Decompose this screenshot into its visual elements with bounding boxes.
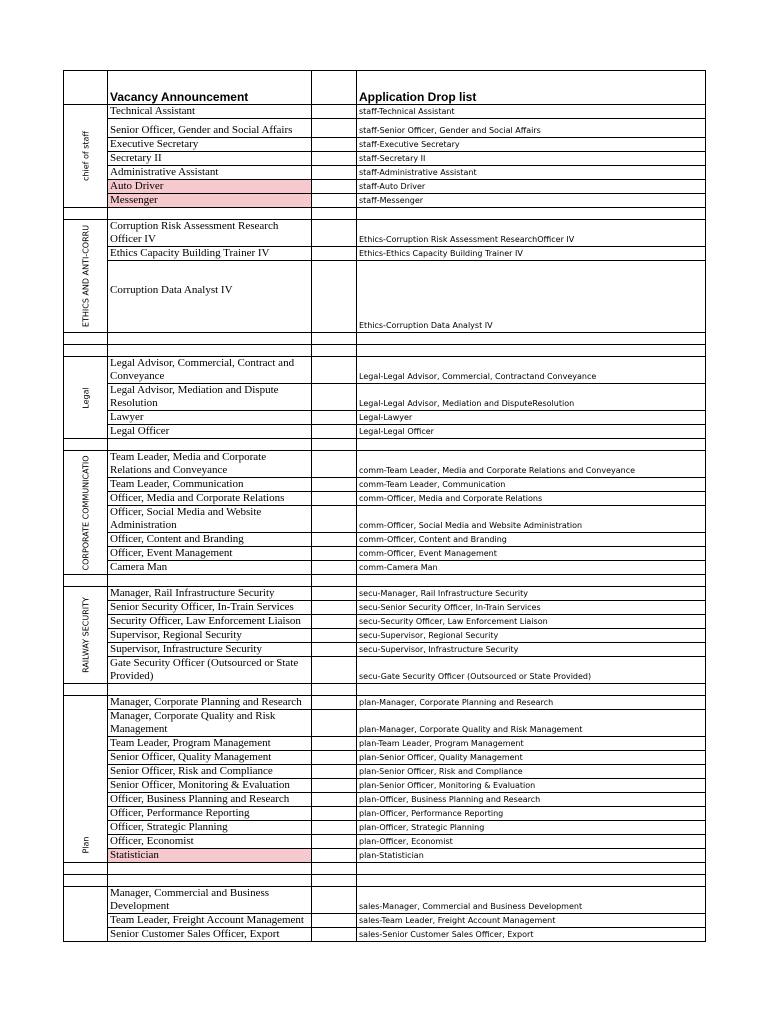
table-row [64, 657, 706, 684]
vacancy-cell: Senior Customer Sales Officer, Export [108, 928, 312, 942]
application-cell: secu-Senior Security Officer, In-Train Services [357, 601, 706, 615]
spacer-row [64, 875, 706, 887]
vacancy-cell: Officer, Performance Reporting [108, 807, 312, 821]
application-cell: plan-Manager, Corporate Planning and Research [357, 696, 706, 710]
application-cell: sales-Senior Customer Sales Officer, Export [357, 928, 706, 942]
gap-cell [312, 119, 357, 138]
gap-cell [312, 384, 357, 411]
gap-cell [312, 411, 357, 425]
vacancy-cell: Lawyer [108, 411, 312, 425]
gap-cell [312, 737, 357, 751]
dept-legal [64, 357, 108, 439]
table-row [64, 357, 706, 384]
spacer-row [64, 345, 706, 357]
table-row [64, 887, 706, 914]
vacancy-cell: Senior Officer, Monitoring & Evaluation [108, 779, 312, 793]
table-row [64, 807, 706, 821]
gap-cell [312, 657, 357, 684]
application-cell: sales-Manager, Commercial and Business Development [357, 887, 706, 914]
vacancy-cell: Officer, Strategic Planning [108, 821, 312, 835]
gap-cell [312, 492, 357, 506]
gap-cell [312, 180, 357, 194]
gap-cell [312, 629, 357, 643]
application-cell: staff-Auto Driver [357, 180, 706, 194]
table-row [64, 547, 706, 561]
table-row [64, 615, 706, 629]
gap-cell [312, 807, 357, 821]
spacer-row [64, 575, 706, 587]
table-row [64, 492, 706, 506]
table-row [64, 138, 706, 152]
table-row [64, 220, 706, 247]
application-cell: staff-Messenger [357, 194, 706, 208]
gap-cell [312, 138, 357, 152]
spacer-row [64, 439, 706, 451]
vacancy-cell: Officer, Economist [108, 835, 312, 849]
gap-cell [312, 710, 357, 737]
gap-cell [312, 194, 357, 208]
gap-cell [312, 793, 357, 807]
vacancy-cell-highlighted: Auto Driver [108, 180, 312, 194]
application-cell: secu-Gate Security Officer (Outsourced or State Provided) [357, 657, 706, 684]
table-row [64, 710, 706, 737]
header-gap-cell [312, 71, 357, 105]
vacancy-cell: Manager, Corporate Planning and Research [108, 696, 312, 710]
vacancy-cell: Senior Security Officer, In-Train Services [108, 601, 312, 615]
table-row [64, 928, 706, 942]
application-cell: plan-Manager, Corporate Quality and Risk Management [357, 710, 706, 737]
vacancy-cell: Security Officer, Law Enforcement Liaison [108, 615, 312, 629]
application-cell: plan-Senior Officer, Monitoring & Evaluation [357, 779, 706, 793]
table-row [64, 914, 706, 928]
table-row [64, 506, 706, 533]
spacer-row [64, 333, 706, 345]
dept-label: RAILWAY SECURITY [81, 597, 90, 673]
application-cell: plan-Officer, Economist [357, 835, 706, 849]
header-application: Application Drop list [357, 71, 706, 105]
dept-corporate-communication [64, 451, 108, 575]
table-row [64, 587, 706, 601]
vacancy-cell: Supervisor, Infrastructure Security [108, 643, 312, 657]
gap-cell [312, 105, 357, 119]
vacancy-cell: Legal Advisor, Commercial, Contract and Conveyance [108, 357, 312, 384]
table-row [64, 478, 706, 492]
gap-cell [312, 166, 357, 180]
application-cell: Legal-Legal Advisor, Mediation and DisputeResolution [357, 384, 706, 411]
vacancy-cell: Team Leader, Program Management [108, 737, 312, 751]
application-cell: plan-Officer, Business Planning and Research [357, 793, 706, 807]
application-cell: Legal-Legal Advisor, Commercial, Contractand Conveyance [357, 357, 706, 384]
gap-cell [312, 601, 357, 615]
gap-cell [312, 561, 357, 575]
table-row [64, 411, 706, 425]
application-cell: comm-Team Leader, Media and Corporate Relations and Conveyance [357, 451, 706, 478]
application-cell: plan-Senior Officer, Risk and Compliance [357, 765, 706, 779]
table-row [64, 793, 706, 807]
table-row [64, 247, 706, 261]
gap-cell [312, 357, 357, 384]
table-row [64, 451, 706, 478]
vacancy-cell: Supervisor, Regional Security [108, 629, 312, 643]
application-cell: comm-Officer, Social Media and Website Administration [357, 506, 706, 533]
gap-cell [312, 849, 357, 863]
gap-cell [312, 547, 357, 561]
vacancy-cell: Senior Officer, Risk and Compliance [108, 765, 312, 779]
gap-cell [312, 247, 357, 261]
application-cell: comm-Officer, Media and Corporate Relations [357, 492, 706, 506]
application-cell: comm-Camera Man [357, 561, 706, 575]
vacancy-cell-highlighted: Statistician [108, 849, 312, 863]
application-cell: secu-Supervisor, Regional Security [357, 629, 706, 643]
application-cell: plan-Officer, Strategic Planning [357, 821, 706, 835]
table-row [64, 152, 706, 166]
dept-label: Plan [81, 836, 90, 854]
vacancy-cell: Team Leader, Freight Account Management [108, 914, 312, 928]
vacancy-cell: Manager, Rail Infrastructure Security [108, 587, 312, 601]
dept-plan [64, 696, 108, 863]
vacancy-cell: Officer, Social Media and Website Administration [108, 506, 312, 533]
application-cell: staff-Administrative Assistant [357, 166, 706, 180]
gap-cell [312, 425, 357, 439]
gap-cell [312, 914, 357, 928]
gap-cell [312, 220, 357, 247]
application-cell: comm-Officer, Content and Branding [357, 533, 706, 547]
application-cell: comm-Officer, Event Management [357, 547, 706, 561]
vacancy-cell: Technical Assistant [108, 105, 312, 119]
vacancy-cell: Officer, Business Planning and Research [108, 793, 312, 807]
vacancy-cell: Gate Security Officer (Outsourced or State Provided) [108, 657, 312, 684]
application-cell: staff-Technical Assistant [357, 105, 706, 119]
dept-chief-of-staff [64, 105, 108, 208]
dept-railway-security [64, 587, 108, 684]
vacancy-cell: Manager, Corporate Quality and Risk Management [108, 710, 312, 737]
table-row [64, 821, 706, 835]
table-row [64, 765, 706, 779]
application-cell: Legal-Legal Officer [357, 425, 706, 439]
table-row [64, 166, 706, 180]
spacer-row [64, 684, 706, 696]
gap-cell [312, 506, 357, 533]
table-row [64, 119, 706, 138]
application-cell: Legal-Lawyer [357, 411, 706, 425]
vacancy-cell: Ethics Capacity Building Trainer IV [108, 247, 312, 261]
vacancy-cell: Corruption Risk Assessment Research Officer IV [108, 220, 312, 247]
application-cell: secu-Supervisor, Infrastructure Security [357, 643, 706, 657]
gap-cell [312, 478, 357, 492]
vacancy-cell: Corruption Data Analyst IV [108, 261, 312, 333]
dept-label: chief of staff [81, 131, 90, 181]
table-row [64, 835, 706, 849]
application-cell: secu-Security Officer, Law Enforcement Liaison [357, 615, 706, 629]
vacancy-cell: Camera Man [108, 561, 312, 575]
gap-cell [312, 779, 357, 793]
application-cell: secu-Manager, Rail Infrastructure Security [357, 587, 706, 601]
table-row [64, 779, 706, 793]
table-row [64, 194, 706, 208]
application-cell: staff-Senior Officer, Gender and Social Affairs [357, 119, 706, 138]
application-cell: sales-Team Leader, Freight Account Management [357, 914, 706, 928]
application-cell: plan-Officer, Performance Reporting [357, 807, 706, 821]
gap-cell [312, 821, 357, 835]
vacancy-cell: Team Leader, Communication [108, 478, 312, 492]
application-cell: plan-Team Leader, Program Management [357, 737, 706, 751]
gap-cell [312, 835, 357, 849]
application-cell: Ethics-Corruption Risk Assessment ResearchOfficer IV [357, 220, 706, 247]
gap-cell [312, 152, 357, 166]
application-cell: Ethics-Corruption Data Analyst IV [357, 261, 706, 333]
table-row [64, 643, 706, 657]
dept-sales [64, 887, 108, 942]
vacancy-cell: Secretary II [108, 152, 312, 166]
gap-cell [312, 696, 357, 710]
vacancy-cell: Senior Officer, Gender and Social Affairs [108, 119, 312, 138]
table-row [64, 629, 706, 643]
gap-cell [312, 887, 357, 914]
application-cell: staff-Executive Secretary [357, 138, 706, 152]
gap-cell [312, 261, 357, 333]
application-cell: plan-Senior Officer, Quality Management [357, 751, 706, 765]
table-row [64, 384, 706, 411]
table-row [64, 425, 706, 439]
vacancy-cell: Team Leader, Media and Corporate Relations and Conveyance [108, 451, 312, 478]
gap-cell [312, 643, 357, 657]
vacancy-cell: Senior Officer, Quality Management [108, 751, 312, 765]
vacancy-cell-highlighted: Messenger [108, 194, 312, 208]
gap-cell [312, 928, 357, 942]
dept-label: Legal [81, 386, 90, 409]
table-row [64, 180, 706, 194]
vacancy-cell: Manager, Commercial and Business Development [108, 887, 312, 914]
vacancy-cell: Executive Secretary [108, 138, 312, 152]
spacer-row [64, 863, 706, 875]
header-row [64, 71, 706, 105]
vacancy-cell: Officer, Media and Corporate Relations [108, 492, 312, 506]
header-vacancy: Vacancy Announcement [108, 71, 312, 105]
gap-cell [312, 751, 357, 765]
table-row [64, 751, 706, 765]
gap-cell [312, 765, 357, 779]
gap-cell [312, 451, 357, 478]
gap-cell [312, 615, 357, 629]
table-row [64, 696, 706, 710]
table-row [64, 849, 706, 863]
vacancy-cell: Legal Advisor, Mediation and Dispute Resolution [108, 384, 312, 411]
application-cell: plan-Statistician [357, 849, 706, 863]
table-row [64, 737, 706, 751]
vacancy-cell: Administrative Assistant [108, 166, 312, 180]
vacancy-cell: Officer, Content and Branding [108, 533, 312, 547]
application-cell: staff-Secretary II [357, 152, 706, 166]
table-row [64, 533, 706, 547]
table-row [64, 105, 706, 119]
vacancy-table [63, 70, 706, 942]
application-cell: Ethics-Ethics Capacity Building Trainer IV [357, 247, 706, 261]
application-cell: comm-Team Leader, Communication [357, 478, 706, 492]
table-row [64, 601, 706, 615]
dept-label: CORPORATE COMMUNICATIO [81, 455, 90, 570]
dept-ethics [64, 220, 108, 333]
spacer-row [64, 208, 706, 220]
dept-label: ETHICS AND ANTI-CORRU [81, 224, 90, 328]
vacancy-cell: Legal Officer [108, 425, 312, 439]
gap-cell [312, 587, 357, 601]
table-row [64, 261, 706, 333]
header-blank-cell [64, 71, 108, 105]
gap-cell [312, 533, 357, 547]
vacancy-cell: Officer, Event Management [108, 547, 312, 561]
table-row [64, 561, 706, 575]
